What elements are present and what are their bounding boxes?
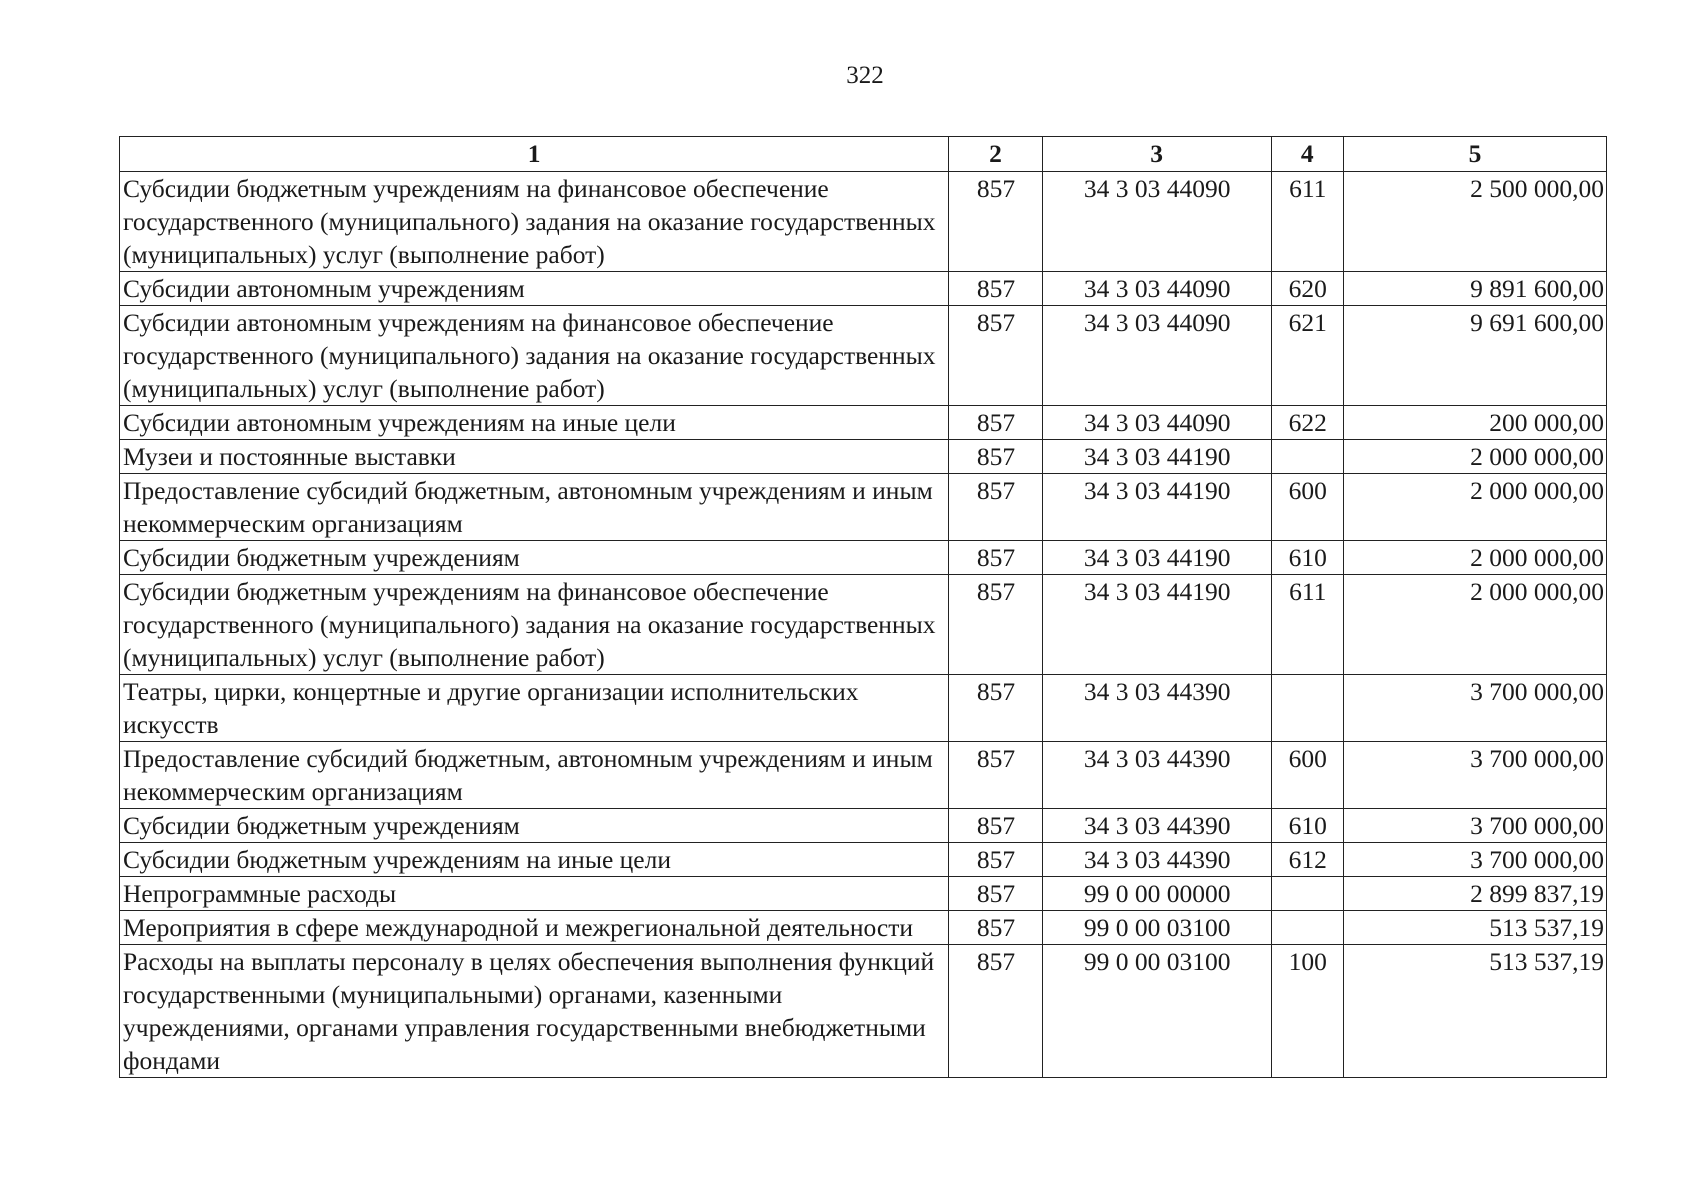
- row-target-code: 99 0 00 00000: [1042, 877, 1271, 911]
- row-name: Расходы на выплаты персоналу в целях обеспечения выполнения функций государственными (муниципальными) органами, казенными учреждениями, органами управления государственными внебюджетными фондами: [120, 945, 949, 1078]
- row-name: Мероприятия в сфере международной и межрегиональной деятельности: [120, 911, 949, 945]
- column-header: 5: [1343, 137, 1606, 172]
- row-dept-code: 857: [949, 306, 1042, 406]
- row-expense-type: 611: [1271, 172, 1343, 272]
- row-target-code: 34 3 03 44090: [1042, 272, 1271, 306]
- row-amount: 2 000 000,00: [1343, 575, 1606, 675]
- row-expense-type: [1271, 440, 1343, 474]
- table-row: [120, 272, 1607, 306]
- row-name: Субсидии автономным учреждениям на иные цели: [120, 406, 949, 440]
- row-dept-code: 857: [949, 575, 1042, 675]
- row-name: Предоставление субсидий бюджетным, автономным учреждениям и иным некоммерческим организациям: [120, 474, 949, 541]
- row-expense-type: 621: [1271, 306, 1343, 406]
- table-row: [120, 742, 1607, 809]
- table-row: [120, 877, 1607, 911]
- row-expense-type: [1271, 877, 1343, 911]
- table-row: [120, 809, 1607, 843]
- row-amount: 2 899 837,19: [1343, 877, 1606, 911]
- row-name: Непрограммные расходы: [120, 877, 949, 911]
- table-row: [120, 675, 1607, 742]
- row-target-code: 34 3 03 44190: [1042, 575, 1271, 675]
- row-name: Субсидии автономным учреждениям: [120, 272, 949, 306]
- row-amount: 3 700 000,00: [1343, 675, 1606, 742]
- row-target-code: 99 0 00 03100: [1042, 911, 1271, 945]
- row-name: Предоставление субсидий бюджетным, автономным учреждениям и иным некоммерческим организациям: [120, 742, 949, 809]
- column-header: 2: [949, 137, 1042, 172]
- row-expense-type: [1271, 911, 1343, 945]
- row-target-code: 34 3 03 44090: [1042, 172, 1271, 272]
- row-dept-code: 857: [949, 911, 1042, 945]
- table-row: [120, 406, 1607, 440]
- row-name: Театры, цирки, концертные и другие организации исполнительских искусств: [120, 675, 949, 742]
- table-row: [120, 911, 1607, 945]
- row-amount: 2 000 000,00: [1343, 541, 1606, 575]
- row-dept-code: 857: [949, 541, 1042, 575]
- column-header: 4: [1271, 137, 1343, 172]
- row-expense-type: [1271, 675, 1343, 742]
- row-dept-code: 857: [949, 945, 1042, 1078]
- row-expense-type: 600: [1271, 474, 1343, 541]
- table-row: [120, 575, 1607, 675]
- row-target-code: 34 3 03 44190: [1042, 474, 1271, 541]
- row-target-code: 34 3 03 44390: [1042, 742, 1271, 809]
- row-target-code: 34 3 03 44190: [1042, 440, 1271, 474]
- row-target-code: 34 3 03 44090: [1042, 406, 1271, 440]
- row-expense-type: 100: [1271, 945, 1343, 1078]
- row-expense-type: 611: [1271, 575, 1343, 675]
- row-expense-type: 622: [1271, 406, 1343, 440]
- row-name: Субсидии бюджетным учреждениям на иные цели: [120, 843, 949, 877]
- row-expense-type: 600: [1271, 742, 1343, 809]
- row-target-code: 34 3 03 44190: [1042, 541, 1271, 575]
- row-target-code: 34 3 03 44090: [1042, 306, 1271, 406]
- table-row: [120, 843, 1607, 877]
- row-amount: 2 500 000,00: [1343, 172, 1606, 272]
- row-target-code: 34 3 03 44390: [1042, 843, 1271, 877]
- row-dept-code: 857: [949, 675, 1042, 742]
- table-row: [120, 440, 1607, 474]
- table-row: [120, 172, 1607, 272]
- row-expense-type: 620: [1271, 272, 1343, 306]
- row-amount: 2 000 000,00: [1343, 474, 1606, 541]
- column-header: 1: [120, 137, 949, 172]
- row-amount: 9 891 600,00: [1343, 272, 1606, 306]
- row-expense-type: 610: [1271, 809, 1343, 843]
- row-expense-type: 612: [1271, 843, 1343, 877]
- row-name: Субсидии бюджетным учреждениям на финансовое обеспечение государственного (муниципального) задания на оказание государственных (муниципальных) услуг (выполнение работ): [120, 575, 949, 675]
- row-expense-type: 610: [1271, 541, 1343, 575]
- row-amount: 513 537,19: [1343, 911, 1606, 945]
- row-target-code: 34 3 03 44390: [1042, 675, 1271, 742]
- row-name: Субсидии бюджетным учреждениям: [120, 809, 949, 843]
- column-header: 3: [1042, 137, 1271, 172]
- row-name: Субсидии бюджетным учреждениям: [120, 541, 949, 575]
- row-dept-code: 857: [949, 809, 1042, 843]
- row-dept-code: 857: [949, 843, 1042, 877]
- row-dept-code: 857: [949, 877, 1042, 911]
- row-name: Субсидии автономным учреждениям на финансовое обеспечение государственного (муниципального) задания на оказание государственных (муниципальных) услуг (выполнение работ): [120, 306, 949, 406]
- row-dept-code: 857: [949, 406, 1042, 440]
- row-dept-code: 857: [949, 474, 1042, 541]
- row-amount: 3 700 000,00: [1343, 809, 1606, 843]
- row-amount: 3 700 000,00: [1343, 843, 1606, 877]
- table-row: [120, 306, 1607, 406]
- row-amount: 513 537,19: [1343, 945, 1606, 1078]
- table-row: [120, 945, 1607, 1078]
- table-row: [120, 474, 1607, 541]
- row-dept-code: 857: [949, 742, 1042, 809]
- row-amount: 200 000,00: [1343, 406, 1606, 440]
- row-name: Субсидии бюджетным учреждениям на финансовое обеспечение государственного (муниципального) задания на оказание государственных (муниципальных) услуг (выполнение работ): [120, 172, 949, 272]
- row-target-code: 99 0 00 03100: [1042, 945, 1271, 1078]
- table-body: [120, 172, 1607, 1078]
- row-amount: 9 691 600,00: [1343, 306, 1606, 406]
- row-dept-code: 857: [949, 172, 1042, 272]
- page-number: 322: [846, 62, 884, 89]
- table-header-row: [120, 137, 1607, 172]
- budget-table: [119, 136, 1607, 1078]
- row-dept-code: 857: [949, 440, 1042, 474]
- row-name: Музеи и постоянные выставки: [120, 440, 949, 474]
- row-amount: 2 000 000,00: [1343, 440, 1606, 474]
- table-row: [120, 541, 1607, 575]
- row-amount: 3 700 000,00: [1343, 742, 1606, 809]
- row-dept-code: 857: [949, 272, 1042, 306]
- row-target-code: 34 3 03 44390: [1042, 809, 1271, 843]
